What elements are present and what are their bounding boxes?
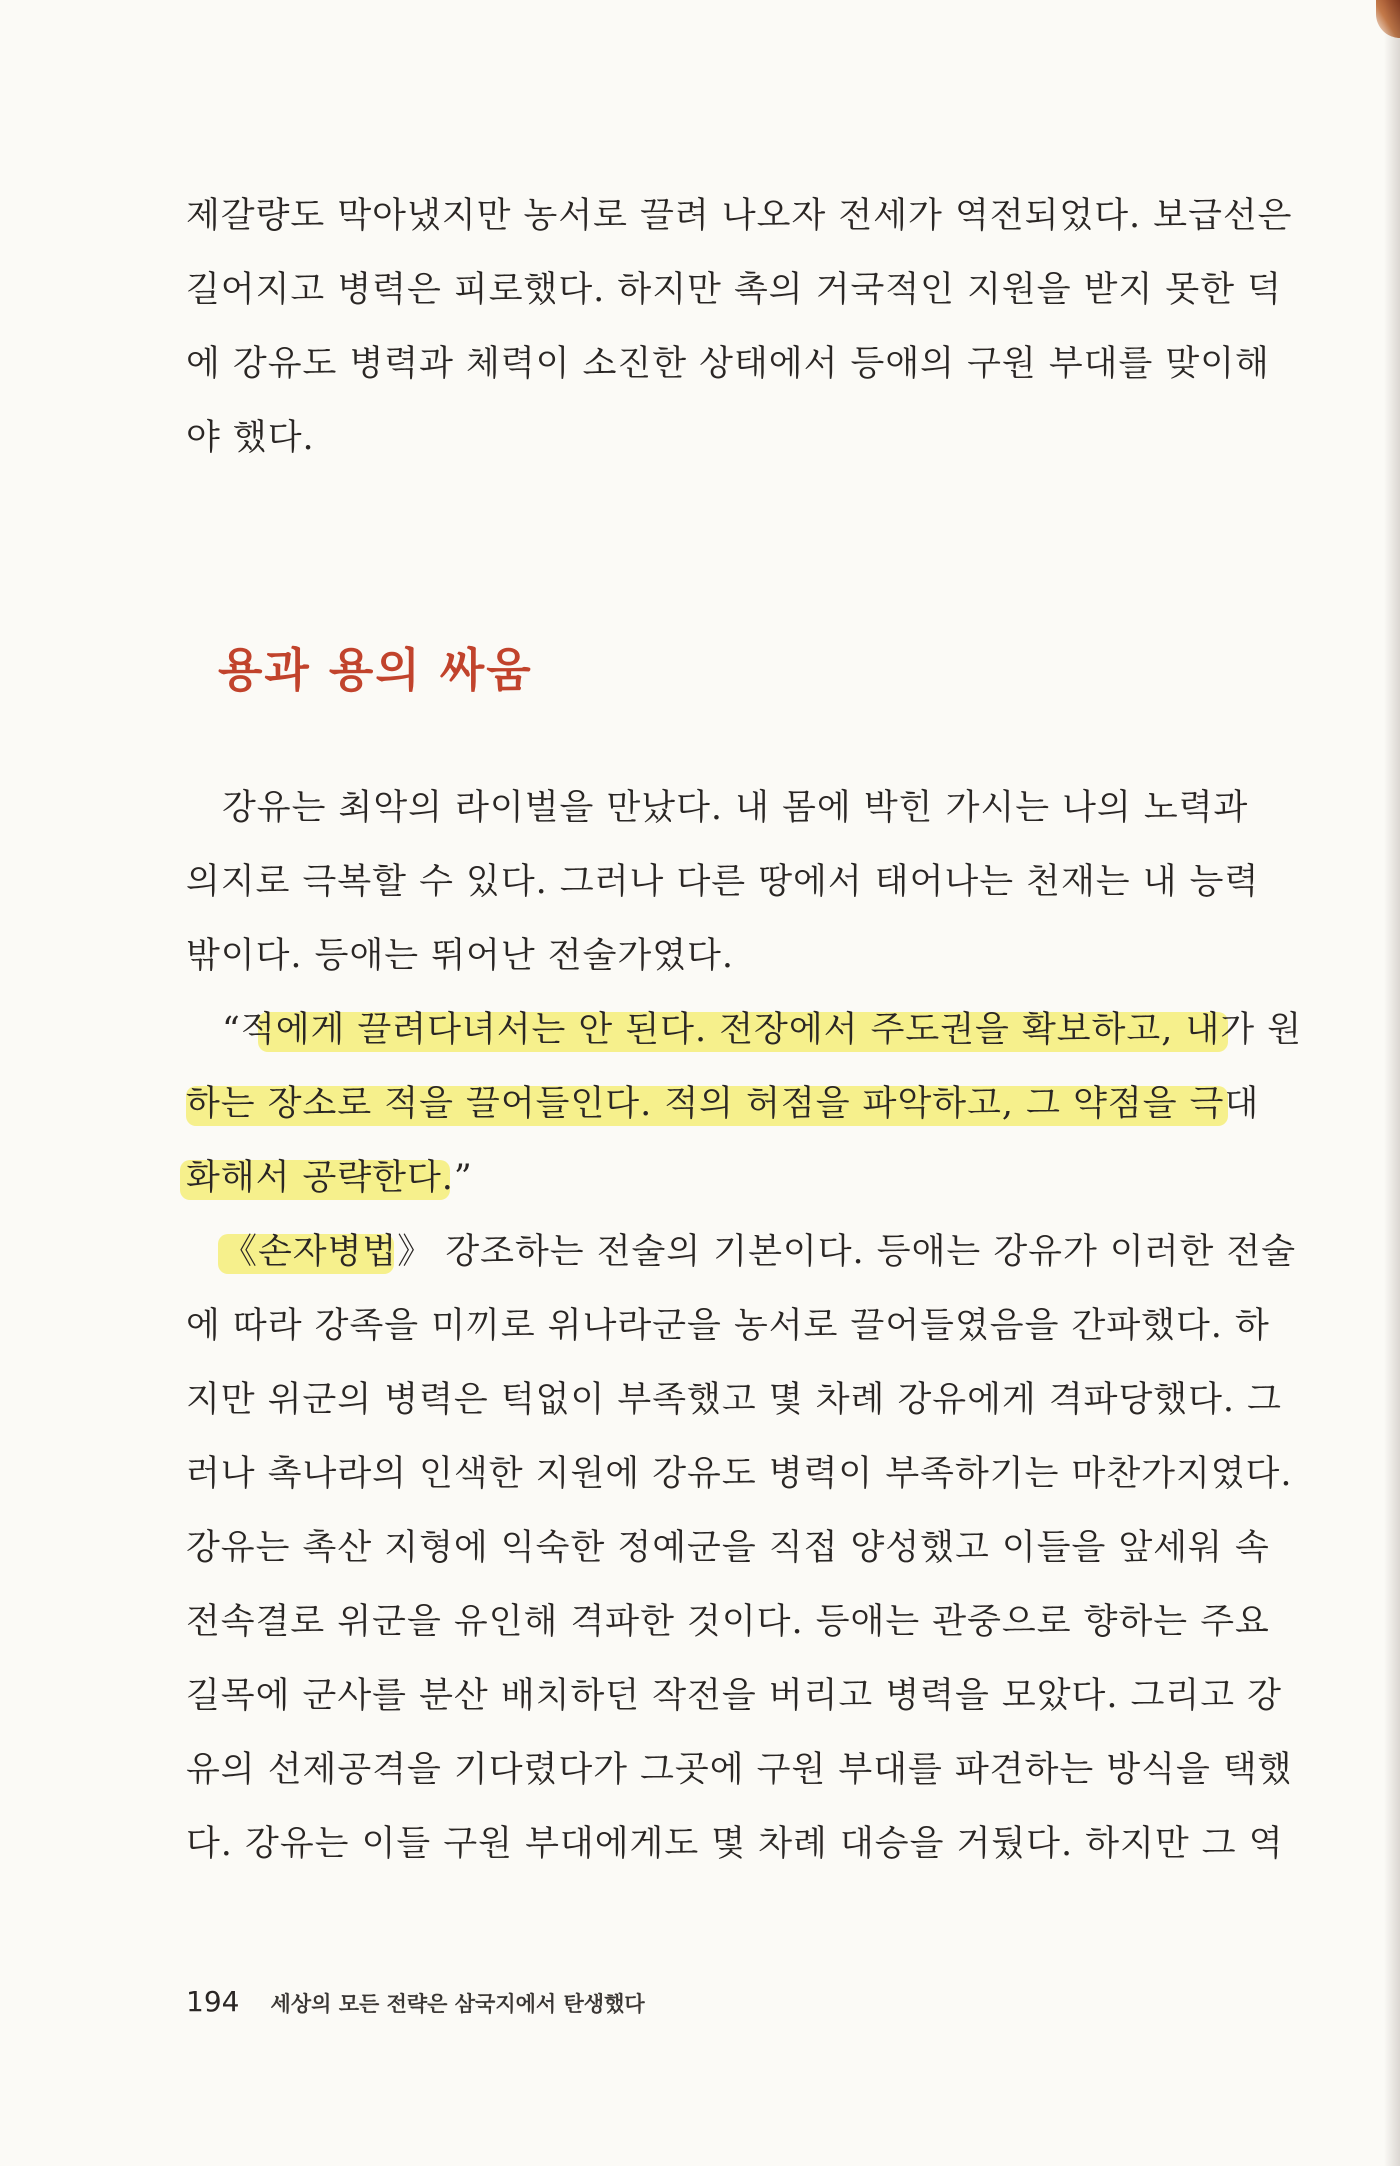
page-edge-shadow: [1384, 0, 1400, 2166]
text-line: 다. 강유는 이들 구원 부대에게도 몇 차례 대승을 거뒀다. 하지만 그 역: [186, 1824, 1284, 1864]
text-line: 길어지고 병력은 피로했다. 하지만 촉의 거국적인 지원을 받지 못한 덕: [186, 270, 1282, 310]
quote-line: “적에게 끌려다녀서는 안 된다. 전장에서 주도권을 확보하고, 내가 원: [222, 1010, 1303, 1050]
running-book-title: 세상의 모든 전략은 삼국지에서 탄생했다: [270, 1992, 645, 2016]
quote-line: 화해서 공략한다.”: [186, 1158, 473, 1198]
text-line: 제갈량도 막아냈지만 농서로 끌려 나오자 전세가 역전되었다. 보급선은: [186, 196, 1293, 236]
text-line: 전속결로 위군을 유인해 격파한 것이다. 등애는 관중으로 향하는 주요: [186, 1602, 1270, 1642]
text-line: 《손자병법》 강조하는 전술의 기본이다. 등애는 강유가 이러한 전술: [222, 1232, 1297, 1272]
page-footer: [186, 1982, 645, 2022]
text-line: 강유는 촉산 지형에 익숙한 정예군을 직접 양성했고 이들을 앞세워 속: [186, 1528, 1270, 1568]
page-number: 194: [186, 1985, 240, 2018]
text-line: 러나 촉나라의 인색한 지원에 강유도 병력이 부족하기는 마찬가지였다.: [186, 1454, 1293, 1494]
quote-line: 하는 장소로 적을 끌어들인다. 적의 허점을 파악하고, 그 약점을 극대: [186, 1084, 1260, 1124]
text-line: 야 했다.: [186, 418, 315, 458]
text-line: 길목에 군사를 분산 배치하던 작전을 버리고 병력을 모았다. 그리고 강: [186, 1676, 1282, 1716]
text-line: 의지로 극복할 수 있다. 그러나 다른 땅에서 태어나는 천재는 내 능력: [186, 862, 1260, 902]
text-line: 강유는 최악의 라이벌을 만났다. 내 몸에 박힌 가시는 나의 노력과: [222, 788, 1249, 828]
text-line: 에 강유도 병력과 체력이 소진한 상태에서 등애의 구원 부대를 맞이해: [186, 344, 1270, 384]
text-line: 지만 위군의 병력은 턱없이 부족했고 몇 차례 강유에게 격파당했다. 그: [186, 1380, 1282, 1420]
text-line: 밖이다. 등애는 뛰어난 전술가였다.: [186, 936, 734, 976]
section-heading: 용과 용의 싸움: [218, 643, 533, 697]
text-line: 유의 선제공격을 기다렸다가 그곳에 구원 부대를 파견하는 방식을 택했: [186, 1750, 1293, 1790]
text-line: 에 따라 강족을 미끼로 위나라군을 농서로 끌어들였음을 간파했다. 하: [186, 1306, 1270, 1346]
